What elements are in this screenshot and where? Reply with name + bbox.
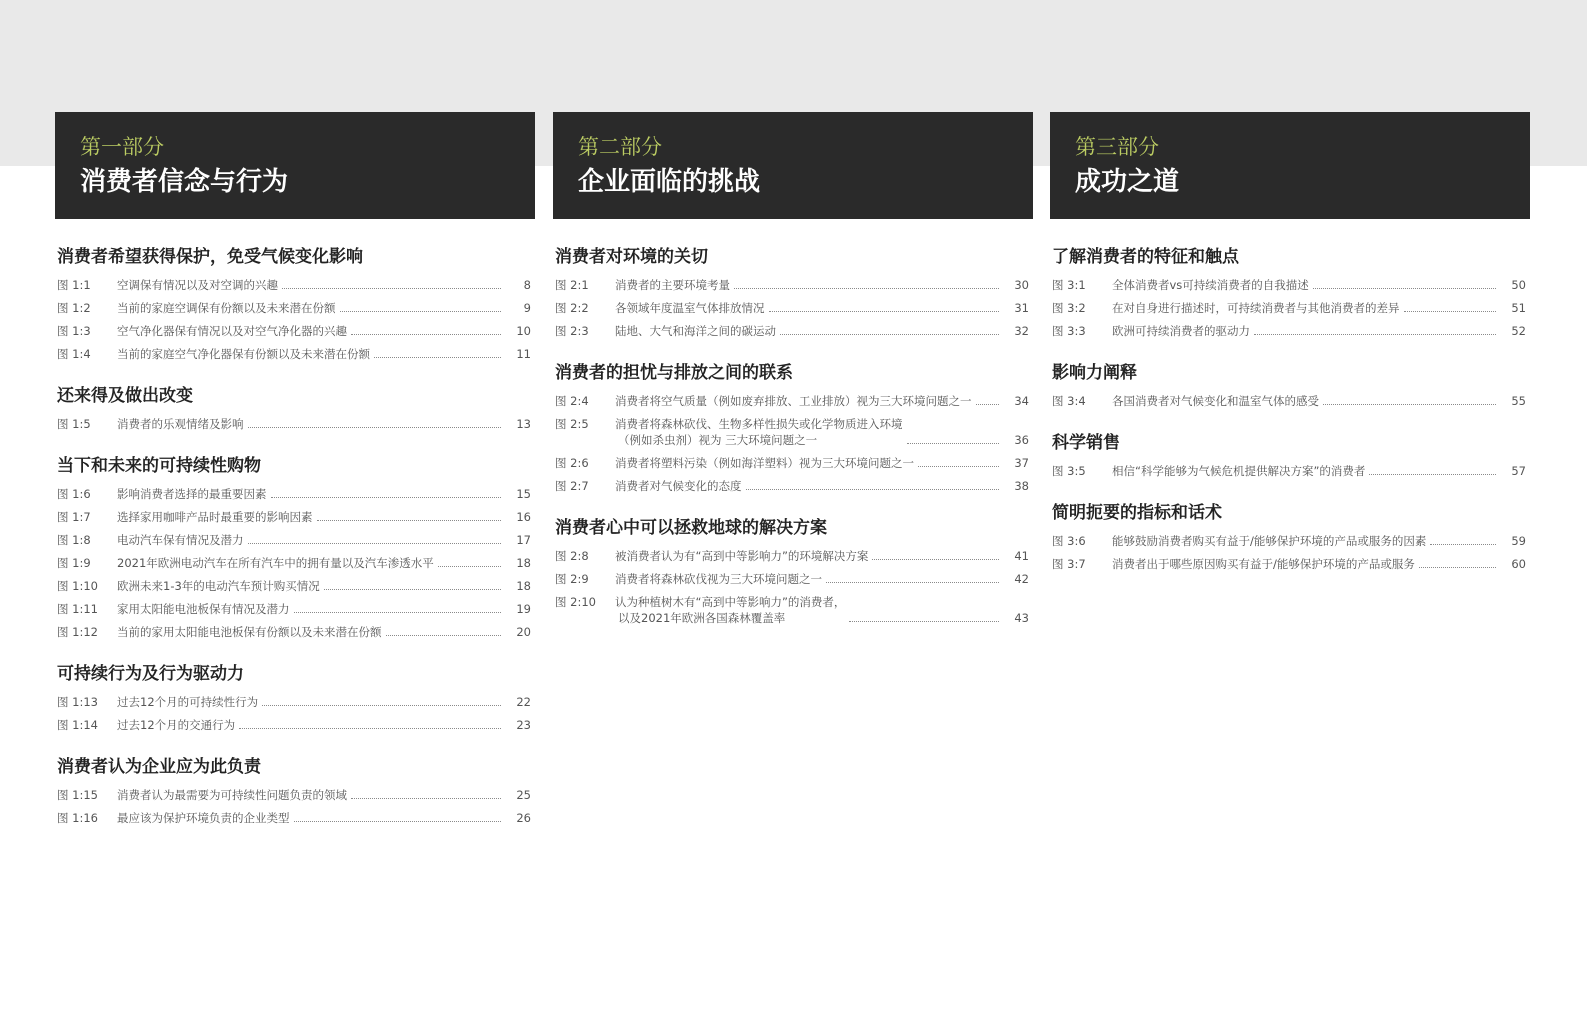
part-label: 第三部分: [1075, 135, 1159, 159]
page-number: 25: [516, 788, 531, 802]
dot-leader: [239, 728, 501, 729]
toc-section: [55, 654, 535, 733]
figure-number: 图 1:15: [57, 788, 98, 802]
entry-text-wrap: [117, 578, 505, 594]
entry-title: 消费者对气候变化的态度: [615, 479, 742, 493]
figure-number: 图 2:2: [555, 301, 589, 315]
entry-title: 影响消费者选择的最重要因素: [117, 487, 267, 501]
toc-section: [55, 446, 535, 640]
entry-lines: [117, 694, 258, 710]
figure-number: 图 2:4: [555, 394, 589, 408]
entry-title: 消费者将森林砍伐视为三大环境问题之一: [615, 572, 822, 586]
entry-text-wrap: [117, 509, 505, 525]
section-title: 消费者的担忧与排放之间的联系: [555, 363, 793, 383]
part-header: [1050, 112, 1530, 219]
entry-title: 消费者的主要环境考量: [615, 278, 730, 292]
part-label: 第一部分: [80, 135, 164, 159]
entry-title: 电动汽车保有情况及潜力: [117, 533, 244, 547]
figure-number: 图 1:11: [57, 602, 98, 616]
dot-leader: [1404, 311, 1497, 312]
page-number: 10: [516, 324, 531, 338]
entry-text-wrap: [117, 323, 505, 339]
section-title: 当下和未来的可持续性购物: [57, 456, 261, 476]
dot-leader: [262, 705, 501, 706]
section-title: 还来得及做出改变: [57, 386, 193, 406]
dot-leader: [282, 288, 501, 289]
toc-entry[interactable]: [553, 277, 1033, 293]
entry-lines: [615, 548, 868, 564]
page-number: 55: [1511, 394, 1526, 408]
entry-title: 全体消费者vs可持续消费者的自我描述: [1112, 278, 1309, 292]
entry-lines: [117, 624, 382, 640]
figure-number: 图 1:9: [57, 556, 91, 570]
figure-number: 图 2:5: [555, 417, 589, 431]
toc-entry[interactable]: [553, 594, 1033, 626]
entry-title: 当前的家庭空气净化器保有份额以及未来潜在份额: [117, 347, 370, 361]
entry-lines: [1112, 463, 1365, 479]
entry-title: 陆地、大气和海洋之间的碳运动: [615, 324, 776, 338]
part-title: 企业面临的挑战: [578, 167, 761, 197]
page-number: 51: [1511, 301, 1526, 315]
entry-lines: [117, 346, 370, 362]
toc-column-part-2: [553, 112, 1033, 640]
page-number: 15: [516, 487, 531, 501]
toc-section: [553, 508, 1033, 626]
entry-lines: [1112, 393, 1319, 409]
dot-leader: [248, 543, 502, 544]
dot-leader: [1419, 567, 1496, 568]
entry-title: 消费者的乐观情绪及影响: [117, 417, 244, 431]
entry-lines: [117, 416, 244, 432]
entry-title: 过去12个月的可持续性行为: [117, 695, 259, 709]
entry-title: 最应该为保护环境负责的企业类型: [117, 811, 290, 825]
toc-entry[interactable]: [55, 277, 535, 293]
page-number: 13: [516, 417, 531, 431]
toc-entry[interactable]: [55, 578, 535, 594]
dot-leader: [351, 334, 501, 335]
figure-number: 图 1:3: [57, 324, 91, 338]
dot-leader: [271, 497, 502, 498]
toc-entry[interactable]: [55, 555, 535, 571]
dot-leader: [1313, 288, 1496, 289]
entry-text-wrap: [1112, 556, 1500, 572]
figure-number: 图 1:5: [57, 417, 91, 431]
entry-text-wrap: [615, 455, 1003, 471]
page-number: 31: [1014, 301, 1029, 315]
toc-entry[interactable]: [55, 532, 535, 548]
figure-number: 图 1:13: [57, 695, 98, 709]
toc-entry[interactable]: [1050, 393, 1530, 409]
entry-title: 消费者将塑料污染（例如海洋塑料）视为三大环境问题之一: [615, 456, 914, 470]
entry-lines: [117, 532, 244, 548]
toc-column-part-1: [55, 112, 535, 840]
page-number: 52: [1511, 324, 1526, 338]
toc-section: [553, 353, 1033, 494]
entry-lines: [615, 300, 765, 316]
page-number: 18: [516, 579, 531, 593]
dot-leader: [438, 566, 501, 567]
section-title: 消费者希望获得保护，免受气候变化影响: [57, 247, 363, 267]
dot-leader: [976, 404, 1000, 405]
toc-section: [1050, 493, 1530, 572]
entry-title: 空气净化器保有情况以及对空气净化器的兴趣: [117, 324, 347, 338]
dot-leader: [1323, 404, 1496, 405]
entry-lines: [1112, 300, 1400, 316]
page-number: 16: [516, 510, 531, 524]
entry-lines: [615, 571, 822, 587]
toc-entry[interactable]: [553, 416, 1033, 448]
toc-column-part-3: [1050, 112, 1530, 586]
figure-number: 图 1:7: [57, 510, 91, 524]
part-title: 成功之道: [1075, 167, 1180, 197]
toc-section: [553, 237, 1033, 339]
toc-entry[interactable]: [55, 717, 535, 733]
part-label: 第二部分: [578, 135, 662, 159]
entry-text-wrap: [117, 486, 505, 502]
toc-entry[interactable]: [1050, 323, 1530, 339]
page-number: 36: [1014, 433, 1029, 447]
toc-section: [55, 747, 535, 826]
toc-entry[interactable]: [1050, 300, 1530, 316]
entry-text-wrap: [615, 571, 1003, 587]
dot-leader: [374, 357, 501, 358]
page-number: 18: [516, 556, 531, 570]
entry-title: 欧洲未来1-3年的电动汽车预计购买情况: [117, 579, 320, 593]
entry-title: 2021年欧洲电动汽车在所有汽车中的拥有量以及汽车渗透水平: [117, 556, 434, 570]
entry-text-wrap: [615, 323, 1003, 339]
entry-lines: [615, 416, 903, 448]
entry-text-wrap: [1112, 277, 1500, 293]
entry-text-wrap: [1112, 533, 1500, 549]
entry-text-wrap: [117, 300, 505, 316]
page-number: 30: [1014, 278, 1029, 292]
figure-number: 图 1:6: [57, 487, 91, 501]
page-number: 59: [1511, 534, 1526, 548]
page-number: 42: [1014, 572, 1029, 586]
dot-leader: [780, 334, 999, 335]
toc-entry[interactable]: [553, 455, 1033, 471]
dot-leader: [826, 582, 999, 583]
toc-entry[interactable]: [553, 478, 1033, 494]
entry-title: 相信“科学能够为气候危机提供解决方案”的消费者: [1112, 464, 1366, 478]
entry-lines: [615, 455, 914, 471]
dot-leader: [746, 489, 1000, 490]
toc-section: [1050, 353, 1530, 409]
entry-title: 消费者认为最需要为可持续性问题负责的领域: [117, 788, 347, 802]
entry-text-wrap: [117, 555, 505, 571]
toc-section: [1050, 237, 1530, 339]
page-number: 37: [1014, 456, 1029, 470]
entry-text-wrap: [615, 300, 1003, 316]
part-title: 消费者信念与行为: [80, 167, 289, 197]
entry-lines: [1112, 533, 1426, 549]
page-number: 8: [523, 278, 531, 292]
figure-number: 图 1:8: [57, 533, 91, 547]
dot-leader: [1254, 334, 1496, 335]
entry-lines: [117, 601, 290, 617]
dot-leader: [1430, 544, 1496, 545]
entry-text-wrap: [1112, 323, 1500, 339]
entry-title: 过去12个月的交通行为: [117, 718, 236, 732]
page-number: 23: [516, 718, 531, 732]
section-list: [1050, 219, 1530, 572]
entry-text-wrap: [117, 416, 505, 432]
figure-number: 图 1:14: [57, 718, 98, 732]
entry-title: 当前的家用太阳能电池板保有份额以及未来潜在份额: [117, 625, 382, 639]
toc-section: [1050, 423, 1530, 479]
dot-leader: [386, 635, 502, 636]
entry-lines: [117, 509, 313, 525]
dot-leader: [734, 288, 999, 289]
page-number: 9: [523, 301, 531, 315]
entry-lines: [615, 393, 972, 409]
page-number: 57: [1511, 464, 1526, 478]
figure-number: 图 3:6: [1052, 534, 1086, 548]
entry-lines: [117, 787, 347, 803]
entry-text-wrap: [1112, 300, 1500, 316]
figure-number: 图 2:8: [555, 549, 589, 563]
toc-entry[interactable]: [55, 787, 535, 803]
section-title: 简明扼要的指标和话术: [1052, 503, 1222, 523]
toc-entry[interactable]: [1050, 463, 1530, 479]
section-list: [553, 219, 1033, 626]
toc-entry[interactable]: [55, 694, 535, 710]
entry-title: 空调保有情况以及对空调的兴趣: [117, 278, 278, 292]
section-title: 可持续行为及行为驱动力: [57, 664, 244, 684]
figure-number: 图 1:12: [57, 625, 98, 639]
entry-text-wrap: [117, 277, 505, 293]
page-number: 22: [516, 695, 531, 709]
dot-leader: [849, 621, 999, 622]
entry-title: 被消费者认为有“高到中等影响力”的环境解决方案: [615, 549, 869, 563]
toc-section: [55, 376, 535, 432]
entry-text-wrap: [1112, 393, 1500, 409]
toc-entry[interactable]: [55, 416, 535, 432]
entry-title: 消费者将森林砍伐、生物多样性损失或化学物质进入环境: [615, 417, 903, 431]
toc-entry[interactable]: [553, 323, 1033, 339]
dot-leader: [340, 311, 502, 312]
figure-number: 图 1:16: [57, 811, 98, 825]
section-title: 消费者对环境的关切: [555, 247, 708, 267]
entry-text-wrap: [615, 393, 1003, 409]
page-number: 50: [1511, 278, 1526, 292]
figure-number: 图 2:7: [555, 479, 589, 493]
toc-entry[interactable]: [553, 548, 1033, 564]
entry-title: 能够鼓励消费者购买有益于/能够保护环境的产品或服务的因素: [1112, 534, 1427, 548]
entry-lines: [117, 486, 267, 502]
entry-text-wrap: [117, 787, 505, 803]
figure-number: 图 3:3: [1052, 324, 1086, 338]
entry-title: 各领域年度温室气体排放情况: [615, 301, 765, 315]
figure-number: 图 2:9: [555, 572, 589, 586]
part-header: [55, 112, 535, 219]
entry-text-wrap: [117, 346, 505, 362]
figure-number: 图 2:1: [555, 278, 589, 292]
dot-leader: [294, 612, 502, 613]
page-number: 20: [516, 625, 531, 639]
entry-title: 各国消费者对气候变化和温室气体的感受: [1112, 394, 1319, 408]
section-title: 影响力阐释: [1052, 363, 1137, 383]
page-number: 26: [516, 811, 531, 825]
entry-title: 在对自身进行描述时，可持续消费者与其他消费者的差异: [1112, 301, 1400, 315]
toc-entry[interactable]: [553, 571, 1033, 587]
part-header: [553, 112, 1033, 219]
page-number: 17: [516, 533, 531, 547]
figure-number: 图 2:6: [555, 456, 589, 470]
toc-entry[interactable]: [553, 300, 1033, 316]
entry-lines: [117, 555, 434, 571]
entry-title: 欧洲可持续消费者的驱动力: [1112, 324, 1250, 338]
entry-text-wrap: [117, 717, 505, 733]
toc-entry[interactable]: [1050, 277, 1530, 293]
dot-leader: [872, 559, 999, 560]
entry-text-wrap: [615, 478, 1003, 494]
entry-text-wrap: [117, 810, 505, 826]
entry-title: 消费者将空气质量（例如废弃排放、工业排放）视为三大环境问题之一: [615, 394, 972, 408]
dot-leader: [769, 311, 1000, 312]
figure-number: 图 1:4: [57, 347, 91, 361]
entry-title: （例如杀虫剂）视为 三大环境问题之一: [618, 433, 818, 447]
dot-leader: [1369, 474, 1496, 475]
toc-entry[interactable]: [55, 601, 535, 617]
entry-title: 选择家用咖啡产品时最重要的影响因素: [117, 510, 313, 524]
entry-text-wrap: [117, 694, 505, 710]
toc-section: [55, 237, 535, 362]
figure-number: 图 3:2: [1052, 301, 1086, 315]
toc-entry[interactable]: [553, 393, 1033, 409]
toc-entry[interactable]: [55, 346, 535, 362]
page-number: 41: [1014, 549, 1029, 563]
entry-text-wrap: [615, 277, 1003, 293]
toc-entry[interactable]: [1050, 556, 1530, 572]
page-number: 32: [1014, 324, 1029, 338]
page-number: 19: [516, 602, 531, 616]
entry-lines: [615, 478, 742, 494]
figure-number: 图 1:1: [57, 278, 91, 292]
dot-leader: [324, 589, 501, 590]
entry-text-wrap: [615, 594, 1003, 626]
entry-lines: [117, 323, 347, 339]
figure-number: 图 3:1: [1052, 278, 1086, 292]
entry-lines: [615, 594, 845, 626]
entry-text-wrap: [117, 532, 505, 548]
entry-lines: [1112, 556, 1415, 572]
page-number: 34: [1014, 394, 1029, 408]
page-number: 60: [1511, 557, 1526, 571]
figure-number: 图 3:7: [1052, 557, 1086, 571]
toc-entry[interactable]: [55, 300, 535, 316]
section-title: 了解消费者的特征和触点: [1052, 247, 1239, 267]
entry-title: 消费者出于哪些原因购买有益于/能够保护环境的产品或服务: [1112, 557, 1415, 571]
entry-lines: [615, 323, 776, 339]
figure-number: 图 2:3: [555, 324, 589, 338]
figure-number: 图 3:5: [1052, 464, 1086, 478]
toc-entry[interactable]: [55, 323, 535, 339]
entry-text-wrap: [615, 548, 1003, 564]
entry-lines: [117, 810, 290, 826]
entry-title: 认为种植树木有“高到中等影响力”的消费者，: [615, 595, 846, 609]
entry-text-wrap: [117, 601, 505, 617]
figure-number: 图 3:4: [1052, 394, 1086, 408]
dot-leader: [294, 821, 502, 822]
page-number: 11: [516, 347, 531, 361]
toc-entry[interactable]: [55, 810, 535, 826]
entry-text-wrap: [1112, 463, 1500, 479]
section-title: 科学销售: [1052, 433, 1120, 453]
figure-number: 图 2:10: [555, 595, 596, 609]
entry-title: 家用太阳能电池板保有情况及潜力: [117, 602, 290, 616]
dot-leader: [351, 798, 501, 799]
entry-lines: [615, 277, 730, 293]
page-number: 38: [1014, 479, 1029, 493]
figure-number: 图 1:10: [57, 579, 98, 593]
entry-lines: [117, 578, 320, 594]
toc-entry[interactable]: [55, 509, 535, 525]
toc-entry[interactable]: [1050, 533, 1530, 549]
entry-title: 以及2021年欧洲各国森林覆盖率: [618, 611, 786, 625]
section-title: 消费者心中可以拯救地球的解决方案: [555, 518, 827, 538]
page-number: 43: [1014, 611, 1029, 625]
entry-text-wrap: [117, 624, 505, 640]
section-list: [55, 219, 535, 826]
dot-leader: [907, 443, 1000, 444]
figure-number: 图 1:2: [57, 301, 91, 315]
entry-lines: [1112, 277, 1309, 293]
entry-lines: [117, 717, 235, 733]
toc-entry[interactable]: [55, 624, 535, 640]
dot-leader: [317, 520, 502, 521]
dot-leader: [918, 466, 999, 467]
toc-entry[interactable]: [55, 486, 535, 502]
entry-lines: [117, 300, 336, 316]
entry-lines: [1112, 323, 1250, 339]
entry-text-wrap: [615, 416, 1003, 448]
entry-lines: [117, 277, 278, 293]
entry-title: 当前的家庭空调保有份额以及未来潜在份额: [117, 301, 336, 315]
section-title: 消费者认为企业应为此负责: [57, 757, 261, 777]
dot-leader: [248, 427, 502, 428]
